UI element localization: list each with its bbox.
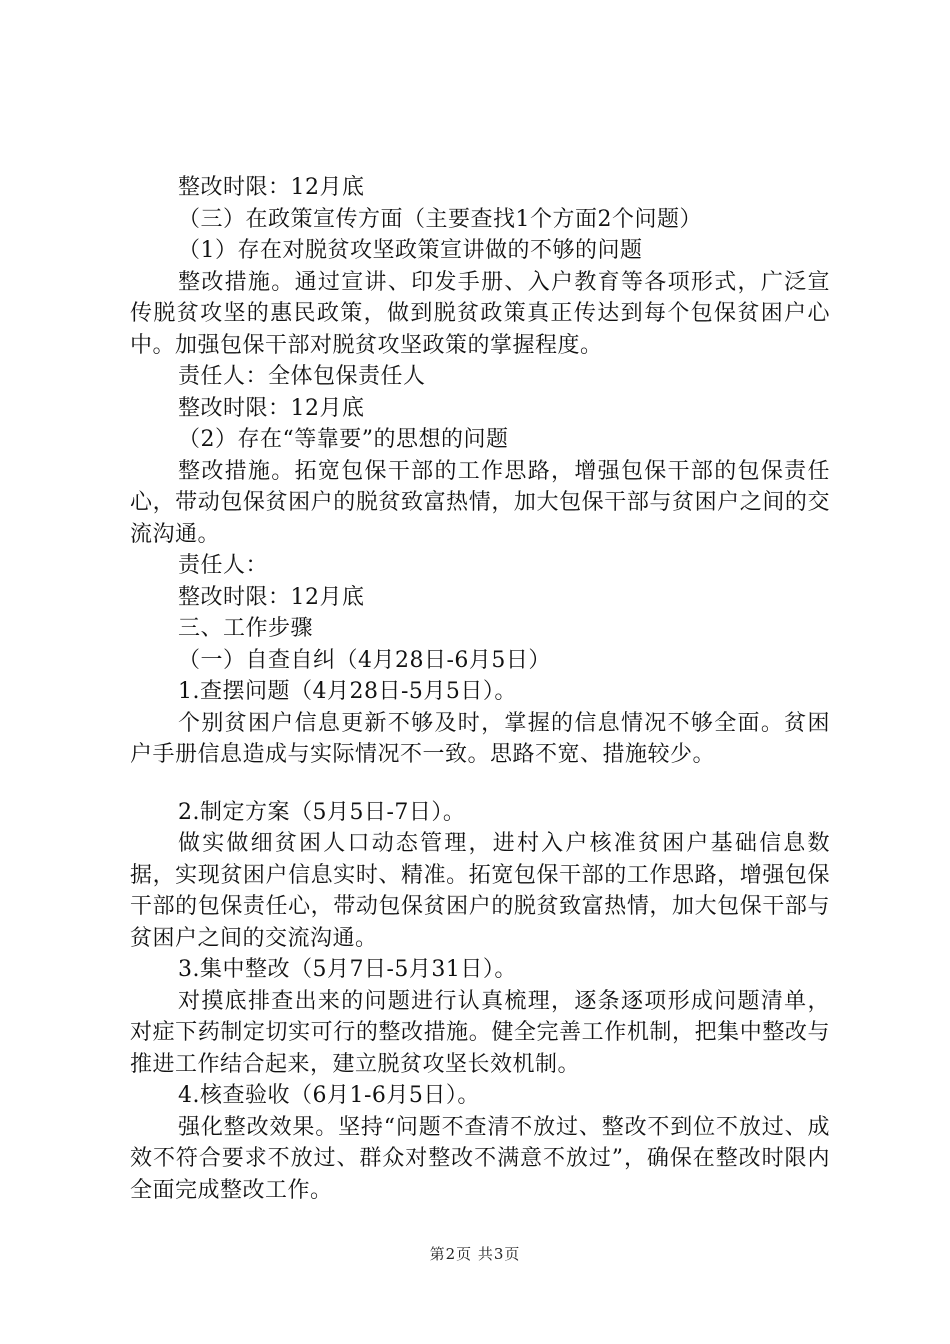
page-footer <box>0 1243 950 1264</box>
page-number-label: 第2页 共3页 <box>429 1245 521 1263</box>
step-1-title: 1.查摆问题（4月28日-5月5日）。 <box>178 679 517 704</box>
step-2-title: 2.制定方案（5月5日-7日）。 <box>178 799 466 825</box>
paragraph-measures-2: 整改措施。拓宽包保干部的工作思路，增强包保干部的包保责任心，带动包保贫困户的脱贫致富热情，加大包保干部与贫困户之间的交流沟通。 <box>130 458 830 547</box>
paragraph-issue-2: （2）存在“等靠要”的思想的问题 <box>178 427 509 452</box>
paragraph-responsible-1: 责任人：全体包保责任人 <box>178 364 426 389</box>
paragraph-deadline-2: 整改时限：12月底 <box>178 395 365 421</box>
paragraph-self-check: （一）自查自纠（4月28日-6月5日） <box>178 647 551 673</box>
step-3-title: 3.集中整改（5月7日-5月31日）。 <box>178 957 517 982</box>
step-4-title: 4.核查验收（6月1-6月5日）。 <box>178 1083 480 1108</box>
paragraph-issue-1: （1）存在对脱贫攻坚政策宣讲做的不够的问题 <box>178 238 643 263</box>
paragraph-measures-1: 整改措施。通过宣讲、印发手册、入户教育等各项形式，广泛宣传脱贫攻坚的惠民政策，做到脱贫政策真正传达到每个包保贫困户心中。加强包保干部对脱贫攻坚政策的掌握程度。 <box>130 269 830 358</box>
document-body <box>130 172 830 1206</box>
step-4-body: 强化整改效果。坚持“问题不查清不放过、整改不到位不放过、成效不符合要求不放过、群众对整改不满意不放过”，确保在整改时限内全面完成整改工作。 <box>130 1114 830 1203</box>
paragraph-section-policy: （三）在政策宣传方面（主要查找1个方面2个问题） <box>178 206 702 232</box>
paragraph-responsible-2: 责任人： <box>178 553 269 578</box>
step-1-body: 个别贫困户信息更新不够及时，掌握的信息情况不够全面。贫困户手册信息造成与实际情况不一致。思路不宽、措施较少。 <box>130 710 830 767</box>
step-2-body: 做实做细贫困人口动态管理，进村入户核准贫困户基础信息数据，实现贫困户信息实时、精准。拓宽包保干部的工作思路，增强包保干部的包保责任心，带动包保贫困户的脱贫致富热情，加大包保干部与贫困户之间的交流沟通。 <box>130 831 830 951</box>
heading-work-steps: 三、工作步骤 <box>178 616 314 641</box>
paragraph-deadline-1: 整改时限：12月底 <box>178 175 365 200</box>
paragraph-deadline-3: 整改时限：12月底 <box>178 584 365 610</box>
step-3-body: 对摸底排查出来的问题进行认真梳理，逐条逐项形成问题清单，对症下药制定切实可行的整改措施。健全完善工作机制，把集中整改与推进工作结合起来，建立脱贫攻坚长效机制。 <box>130 988 830 1077</box>
